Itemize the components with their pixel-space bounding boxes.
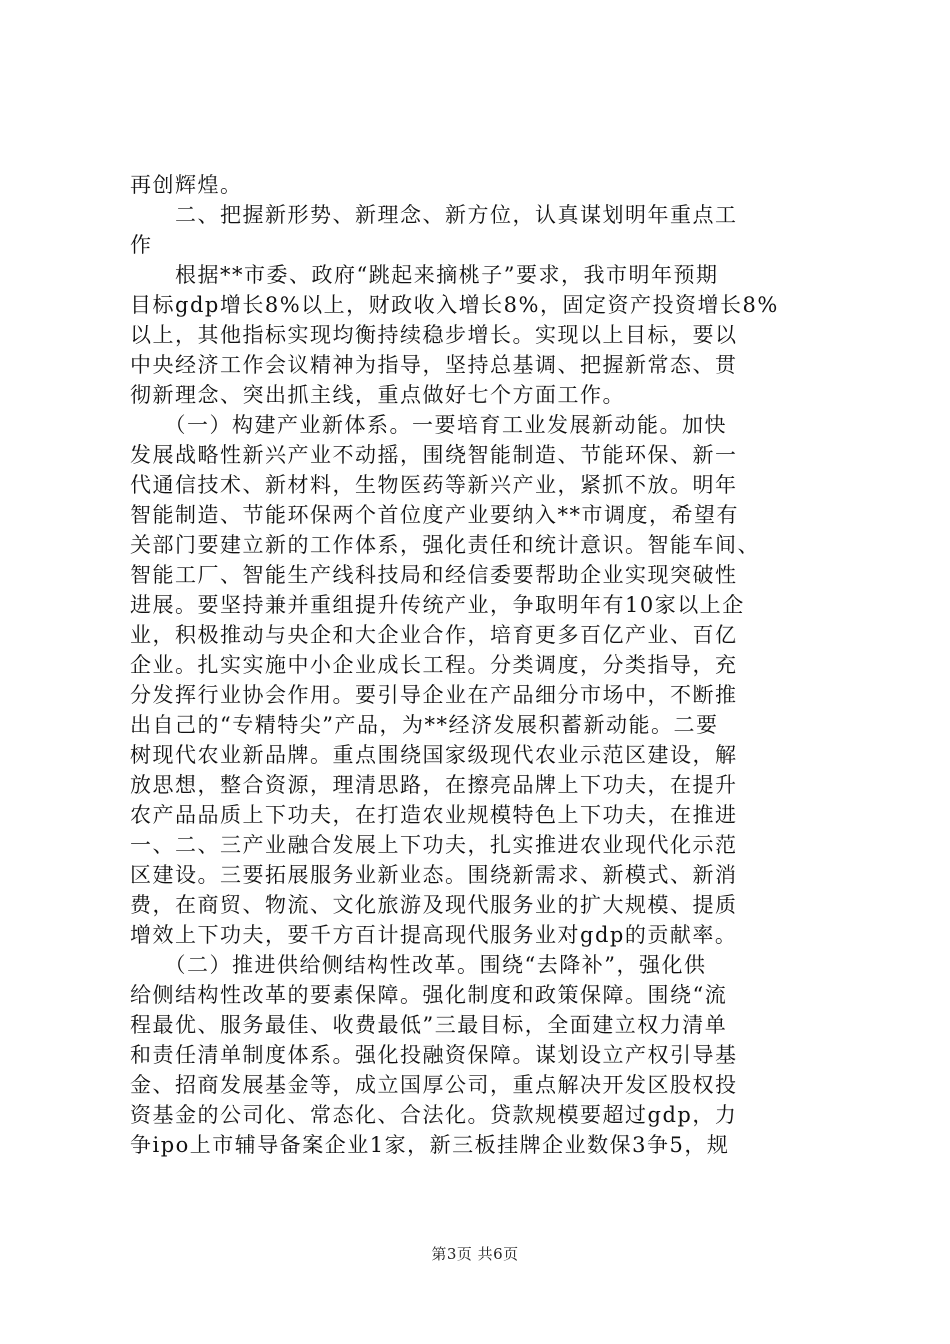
text-line: 树现代农业新品牌。重点围绕国家级现代农业示范区建设，解 xyxy=(130,743,738,767)
text-line: 一、二、三产业融合发展上下功夫，扎实推进农业现代化示范 xyxy=(130,833,738,857)
text-line: 分发挥行业协会作用。要引导企业在产品细分市场中，不断推 xyxy=(130,683,738,707)
text-line: 放思想，整合资源，理清思路，在擦亮品牌上下功夫，在提升 xyxy=(130,773,738,797)
text-line: （二）推进供给侧结构性改革。围绕“去降补”，强化供 xyxy=(130,953,707,977)
text-line: 区建设。三要拓展服务业新业态。围绕新需求、新模式、新消 xyxy=(130,863,738,887)
text-line: 农产品品质上下功夫，在打造农业规模特色上下功夫，在推进 xyxy=(130,803,738,827)
text-line: 再创辉煌。 xyxy=(130,173,243,197)
text-line: 中央经济工作会议精神为指导，坚持总基调、把握新常态、贯 xyxy=(130,353,738,377)
text-line: （一）构建产业新体系。一要培育工业发展新动能。加快 xyxy=(130,413,727,437)
text-line: 以上，其他指标实现均衡持续稳步增长。实现以上目标，要以 xyxy=(130,323,738,347)
text-line: 发展战略性新兴产业不动摇，围绕智能制造、节能环保、新一 xyxy=(130,443,738,467)
text-line: 费，在商贸、物流、文化旅游及现代服务业的扩大规模、提质 xyxy=(130,893,738,917)
text-line: 目标gdp增长8%以上，财政收入增长8%，固定资产投资增长8% xyxy=(130,293,779,317)
text-line: 资基金的公司化、常态化、合法化。贷款规模要超过gdp，力 xyxy=(130,1103,738,1127)
text-line: 企业。扎实实施中小企业成长工程。分类调度，分类指导，充 xyxy=(130,653,738,677)
text-line: 争ipo上市辅导备案企业1家，新三板挂牌企业数保3争5，规 xyxy=(130,1133,730,1157)
text-line: 业，积极推动与央企和大企业合作，培育更多百亿产业、百亿 xyxy=(130,623,738,647)
text-line: 出自己的“专精特尖”产品，为**经济发展积蓄新动能。二要 xyxy=(130,713,719,737)
text-line: 作 xyxy=(130,233,153,257)
text-line: 彻新理念、突出抓主线，重点做好七个方面工作。 xyxy=(130,383,625,407)
text-line: 智能制造、节能环保两个首位度产业要纳入**市调度，希望有 xyxy=(130,503,739,527)
text-line: 根据**市委、政府“跳起来摘桃子”要求，我市明年预期 xyxy=(130,263,719,287)
document-body xyxy=(130,170,830,1160)
text-line: 二、把握新形势、新理念、新方位，认真谋划明年重点工 xyxy=(130,203,738,227)
text-line: 智能工厂、智能生产线科技局和经信委要帮助企业实现突破性 xyxy=(130,563,738,587)
text-line: 金、招商发展基金等，成立国厚公司，重点解决开发区股权投 xyxy=(130,1073,738,1097)
text-line: 关部门要建立新的工作体系，强化责任和统计意识。智能车间、 xyxy=(130,533,760,557)
text-line: 给侧结构性改革的要素保障。强化制度和政策保障。围绕“流 xyxy=(130,983,728,1007)
text-line: 增效上下功夫，要千方百计提高现代服务业对gdp的贡献率。 xyxy=(130,923,738,947)
text-line: 和责任清单制度体系。强化投融资保障。谋划设立产权引导基 xyxy=(130,1043,738,1067)
text-line: 程最优、服务最佳、收费最低”三最目标，全面建立权力清单 xyxy=(130,1013,728,1037)
page-number-footer: 第3页 共6页 xyxy=(431,1245,519,1263)
text-line: 进展。要坚持兼并重组提升传统产业，争取明年有10家以上企 xyxy=(130,593,745,617)
text-line: 代通信技术、新材料，生物医药等新兴产业，紧抓不放。明年 xyxy=(130,473,738,497)
